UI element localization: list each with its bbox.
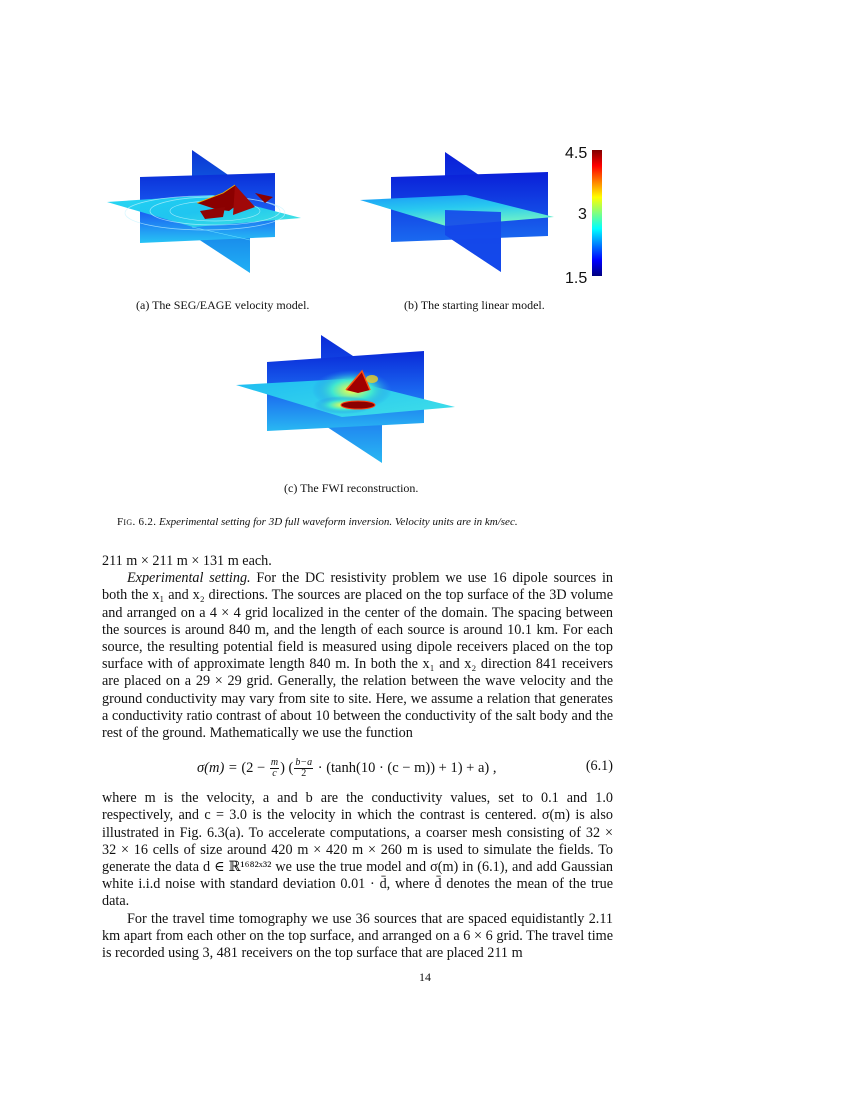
figure-c-fwi-reconstruction bbox=[234, 335, 459, 465]
equation-6-1 bbox=[102, 746, 613, 788]
subcaption-a: (a) The SEG/EAGE velocity model. bbox=[136, 298, 310, 312]
paragraph-1 bbox=[102, 570, 613, 742]
figure-b-starting-linear-model bbox=[358, 150, 558, 275]
body-text bbox=[102, 553, 613, 962]
equation-number: (6.1) bbox=[585, 758, 613, 775]
paragraph-0: 211 m × 211 m × 131 m each. bbox=[102, 553, 272, 569]
figure-caption-text: Experimental setting for 3D full waveform inversion. Velocity units are in km/sec. bbox=[159, 516, 518, 528]
figure-caption bbox=[117, 516, 518, 528]
colorbar bbox=[592, 150, 602, 276]
paragraph-1-text: For the DC resistivity problem we use 16 dipole sources in both the x₁ and x₂ directions. The sources are placed on the top surface of the 3D volume and arranged on a 4 × 4 grid localized in the center of the domain. The spacing between the sources is around 840 m, and the length of each source is around 10.1 km. For each source, the resulting potential field is measured using dipole receivers placed on the top surface with of approximate length 840 m. In both the x₁ and x₂ direction 841 receivers are placed on a 29 × 29 grid. Generally, the relation between the wave velocity and the ground conductivity may vary from site to site. Here, we assume a relation that generates a conductivity ratio contrast of about 10 between the conductivity of the salt body and the rest of the ground. Mathematically we use the function bbox=[102, 570, 614, 742]
subcaption-c: (c) The FWI reconstruction. bbox=[284, 481, 419, 495]
paragraph-2: where m is the velocity, a and b are the conductivity values, set to 0.1 and 1.0 respectively, and c = 3.0 is the velocity in which the contrast is centered. σ(m) is also illustrated in Fig. 6.3(a). To accelerate computations, a coarser mesh consisting of 32 × 32 × 16 cells of size around 420 m × 420 m × 260 m is used to simulate the fields. To generate the data d ∈ ℝ¹⁶⁸²ˣ³² we use the true model and σ(m) in (6.1), and add Gaussian white i.i.d noise with standard deviation 0.01 · d̄, where d̄ denotes the mean of the true data. bbox=[102, 790, 613, 910]
colorbar-max-label: 4.5 bbox=[565, 145, 588, 162]
subcaption-b: (b) The starting linear model. bbox=[404, 298, 545, 312]
equation-body: σ(m) = (2 − $\frac{m}{c}$ ) ( $\frac{b-a}{2}$ · (tanh(10 · (c − m)) + 1) + a) , bbox=[197, 757, 497, 780]
figure-a-seg-eage-model bbox=[105, 145, 305, 275]
paragraph-1-lead: Experimental setting. bbox=[127, 570, 251, 587]
page-number: 14 bbox=[419, 970, 431, 984]
paragraph-3: For the travel time tomography we use 36 sources that are spaced equidistantly 2.11 km apart from each other on the top surface, and arranged on a 6 × 6 grid. The travel time is recorded using 3, 481 receivers on the top surface that are placed 211 m bbox=[102, 910, 613, 962]
figure-caption-label: Fig. 6.2. bbox=[117, 516, 157, 528]
colorbar-mid-label: 3 bbox=[578, 206, 587, 223]
colorbar-min-label: 1.5 bbox=[565, 270, 588, 287]
